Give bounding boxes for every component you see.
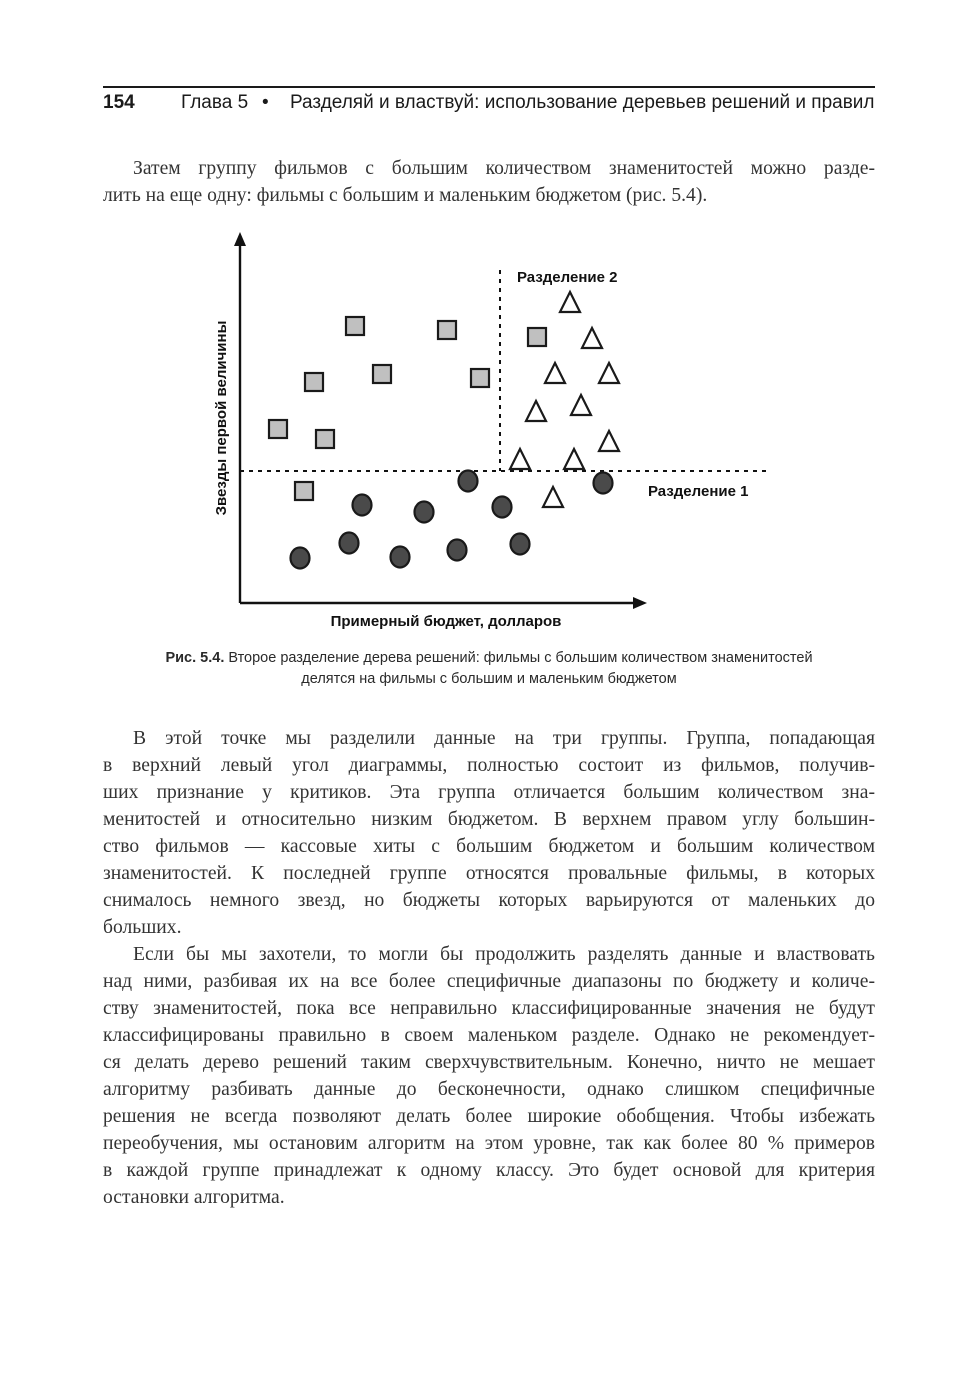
text-line: решения не всегда позволяют делать более широкие обобщения. Чтобы избежать xyxy=(103,1106,875,1127)
triangle-marker xyxy=(599,431,619,451)
text-line: В этой точке мы разделили данные на три группы. Группа, попадающая xyxy=(133,728,875,749)
square-marker xyxy=(438,321,456,339)
triangle-marker xyxy=(545,363,565,383)
square-marker xyxy=(269,420,287,438)
circle-marker xyxy=(459,471,478,492)
scatter-figure xyxy=(0,0,974,640)
y-axis-label: Звезды первой величины xyxy=(213,320,230,516)
square-marker xyxy=(471,369,489,387)
square-marker xyxy=(346,317,364,335)
text-line: ся делать дерево решений таким сверхчувствительным. Конечно, ничто не мешает xyxy=(103,1052,875,1073)
square-marker xyxy=(295,482,313,500)
text-line: больших. xyxy=(103,917,182,938)
text-line: остановки алгоритма. xyxy=(103,1187,285,1208)
text-line: менитостей и относительно низким бюджетом. В верхнем правом углу большин- xyxy=(103,809,875,830)
triangle-marker xyxy=(560,292,580,312)
circle-marker xyxy=(415,502,434,523)
circle-marker xyxy=(353,495,372,516)
text-line: ство фильмов — кассовые хиты с большим бюджетом и большим количеством xyxy=(103,836,875,857)
caption-text-1: Второе разделение дерева решений: фильмы с большим количеством знаменитостей xyxy=(228,650,813,666)
triangle-marker xyxy=(510,449,530,469)
triangle-marker xyxy=(564,449,584,469)
bullet-separator: • xyxy=(262,92,269,113)
text-line: знаменитостей. К последней группе относятся провальные фильмы, в которых xyxy=(103,863,875,884)
circle-marker xyxy=(493,497,512,518)
text-line: в каждой группе принадлежат к одному классу. Это будет основой для критерия xyxy=(103,1160,875,1181)
text-line: в верхний левый угол диаграммы, полностью состоит из фильмов, получив- xyxy=(103,755,875,776)
square-marker xyxy=(305,373,323,391)
figure-caption xyxy=(103,648,875,690)
square-marker xyxy=(373,365,391,383)
text-line: ству знаменитостей, пока все неправильно классифицированные значения не будут xyxy=(103,998,875,1019)
page-number: 154 xyxy=(103,92,135,113)
text-line: переобучения, мы остановим алгоритм на этом уровне, так как более 80 % примеров xyxy=(103,1133,875,1154)
paragraph-1 xyxy=(103,725,875,941)
text-line: алгоритму разбивать данные до бесконечности, однако слишком специфичные xyxy=(103,1079,875,1100)
caption-label: Рис. 5.4. xyxy=(165,650,225,666)
split-1-label: Разделение 1 xyxy=(648,483,749,500)
data-points xyxy=(269,292,619,569)
circle-marker xyxy=(594,473,613,494)
caption-text-2: делятся на фильмы с большим и маленьким бюджетом xyxy=(301,671,677,687)
triangle-marker xyxy=(582,328,602,348)
chapter-label: Глава 5 xyxy=(181,92,249,113)
square-marker xyxy=(528,328,546,346)
split-2-label: Разделение 2 xyxy=(517,269,618,286)
circle-marker xyxy=(448,540,467,561)
circle-marker xyxy=(511,534,530,555)
triangle-marker xyxy=(599,363,619,383)
triangle-marker xyxy=(571,395,591,415)
triangle-marker xyxy=(543,487,563,507)
circle-marker xyxy=(291,548,310,569)
chapter-title: Разделяй и властвуй: использование деревьев решений и правил xyxy=(290,92,875,113)
text-line: над ними, разбивая их на все более специфичные диапазоны по бюджету и количе- xyxy=(103,971,875,992)
circle-marker xyxy=(340,533,359,554)
triangle-marker xyxy=(526,401,546,421)
text-line: классифицированы правильно в своем маленьком разделе. Однако не рекомендует- xyxy=(103,1025,875,1046)
square-marker xyxy=(316,430,334,448)
text-line: лить на еще одну: фильмы с большим и маленьким бюджетом (рис. 5.4). xyxy=(103,185,708,206)
circle-marker xyxy=(391,547,410,568)
text-line: снималось немного звезд, но бюджеты которых варьируются от маленьких до xyxy=(103,890,875,911)
text-line: Затем группу фильмов с большим количеством знаменитостей можно разде- xyxy=(133,158,875,179)
text-line: ших признание у критиков. Эта группа отличается большим количеством зна- xyxy=(103,782,875,803)
x-axis-label: Примерный бюджет, долларов xyxy=(330,613,562,630)
text-line: Если бы мы захотели, то могли бы продолжить разделять данные и властвовать xyxy=(133,944,875,965)
paragraph-2 xyxy=(103,941,875,1211)
